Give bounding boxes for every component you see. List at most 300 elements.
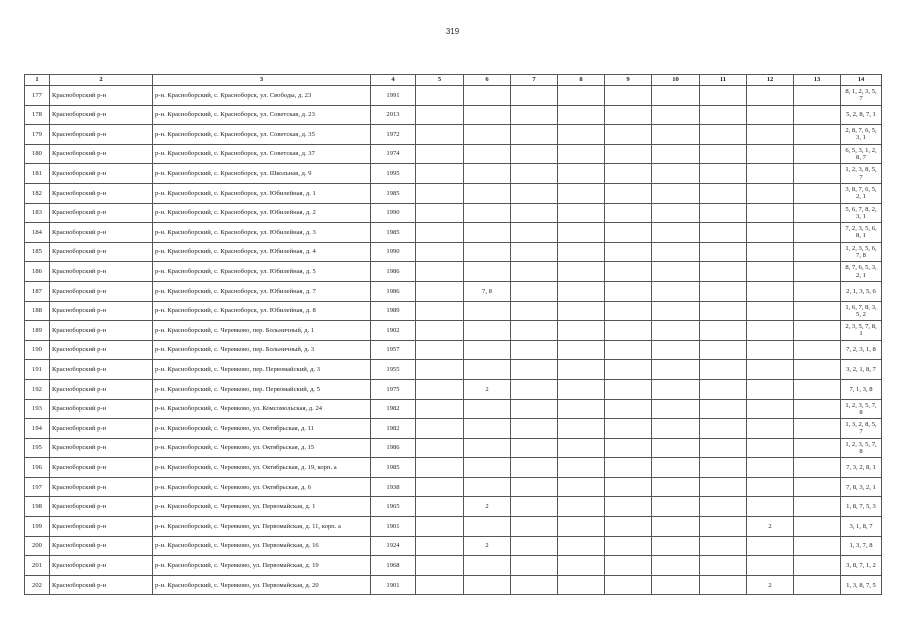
cell-col-11: [700, 262, 747, 282]
cell-col-10: [652, 164, 700, 184]
cell-col-13: [794, 183, 841, 203]
column-header-3: 3: [153, 75, 371, 86]
cell-col-7: [511, 203, 558, 223]
cell-row-number: 189: [25, 321, 50, 341]
cell-address: р-н. Красноборский, с. Красноборск, ул. Юбилейная, д. 2: [153, 203, 371, 223]
table-row: [25, 438, 882, 458]
cell-year: 1991: [371, 86, 416, 106]
cell-col-11: [700, 242, 747, 262]
cell-address: р-н. Красноборский, с. Черевково, ул. Первомайская, д. 11, корп. а: [153, 517, 371, 537]
cell-col-14: 1, 2, 3, 5, 6, 7, 8: [841, 242, 882, 262]
column-header-1: 1: [25, 75, 50, 86]
cell-row-number: 196: [25, 458, 50, 478]
cell-address: р-н. Красноборский, с. Черевково, пер. Первомайский, д. 3: [153, 360, 371, 380]
table-row: [25, 575, 882, 595]
cell-district: Красноборский р-н: [50, 125, 153, 145]
cell-col-11: [700, 301, 747, 321]
cell-col-12: [747, 203, 794, 223]
cell-address: р-н. Красноборский, с. Красноборск, ул. Юбилейная, д. 3: [153, 223, 371, 243]
cell-address: р-н. Красноборский, с. Красноборск, ул. Советская, д. 23: [153, 105, 371, 125]
cell-col-5: [416, 556, 464, 576]
cell-col-13: [794, 203, 841, 223]
cell-col-11: [700, 183, 747, 203]
cell-col-11: [700, 419, 747, 439]
cell-col-10: [652, 183, 700, 203]
cell-col-7: [511, 399, 558, 419]
cell-col-10: [652, 144, 700, 164]
cell-col-6: [464, 301, 511, 321]
cell-col-8: [558, 301, 605, 321]
table-row: [25, 340, 882, 360]
cell-col-6: [464, 183, 511, 203]
cell-col-8: [558, 575, 605, 595]
column-header-10: 10: [652, 75, 700, 86]
cell-col-12: [747, 144, 794, 164]
cell-col-8: [558, 517, 605, 537]
cell-col-9: [605, 399, 652, 419]
cell-col-12: [747, 223, 794, 243]
cell-col-9: [605, 125, 652, 145]
cell-col-14: 7, 8, 3, 2, 1: [841, 477, 882, 497]
cell-col-7: [511, 419, 558, 439]
cell-col-14: 7, 2, 3, 5, 6, 8, 1: [841, 223, 882, 243]
cell-year: 1985: [371, 458, 416, 478]
cell-col-8: [558, 419, 605, 439]
cell-address: р-н. Красноборский, с. Красноборск, ул. Советская, д. 35: [153, 125, 371, 145]
cell-col-13: [794, 340, 841, 360]
cell-col-8: [558, 164, 605, 184]
cell-col-7: [511, 340, 558, 360]
cell-col-5: [416, 262, 464, 282]
cell-col-6: 7, 8: [464, 281, 511, 301]
cell-district: Красноборский р-н: [50, 536, 153, 556]
cell-row-number: 187: [25, 281, 50, 301]
cell-col-11: [700, 164, 747, 184]
cell-col-13: [794, 164, 841, 184]
cell-row-number: 202: [25, 575, 50, 595]
cell-col-7: [511, 86, 558, 106]
cell-col-7: [511, 497, 558, 517]
cell-col-8: [558, 379, 605, 399]
cell-col-8: [558, 340, 605, 360]
table-row: [25, 536, 882, 556]
cell-address: р-н. Красноборский, с. Черевково, пер. Больничный, д. 1: [153, 321, 371, 341]
cell-col-8: [558, 536, 605, 556]
cell-col-10: [652, 438, 700, 458]
cell-address: р-н. Красноборский, с. Красноборск, ул. Юбилейная, д. 7: [153, 281, 371, 301]
cell-col-14: 7, 3, 2, 8, 1: [841, 458, 882, 478]
cell-col-10: [652, 575, 700, 595]
cell-col-8: [558, 321, 605, 341]
table-row: [25, 86, 882, 106]
table-body: [25, 86, 882, 595]
cell-row-number: 195: [25, 438, 50, 458]
cell-row-number: 190: [25, 340, 50, 360]
cell-col-9: [605, 340, 652, 360]
cell-address: р-н. Красноборский, с. Красноборск, ул. Школьная, д. 9: [153, 164, 371, 184]
cell-col-6: [464, 125, 511, 145]
cell-year: 1968: [371, 556, 416, 576]
cell-col-7: [511, 556, 558, 576]
cell-year: 1989: [371, 301, 416, 321]
cell-col-6: [464, 517, 511, 537]
cell-col-12: 2: [747, 517, 794, 537]
cell-col-9: [605, 164, 652, 184]
cell-col-13: [794, 399, 841, 419]
cell-col-13: [794, 438, 841, 458]
cell-col-5: [416, 399, 464, 419]
cell-row-number: 198: [25, 497, 50, 517]
cell-col-13: [794, 242, 841, 262]
cell-col-7: [511, 575, 558, 595]
cell-col-7: [511, 223, 558, 243]
cell-year: 1986: [371, 281, 416, 301]
cell-row-number: 200: [25, 536, 50, 556]
cell-col-6: [464, 86, 511, 106]
cell-col-14: 2, 3, 5, 7, 8, 1: [841, 321, 882, 341]
table-row: [25, 203, 882, 223]
cell-col-10: [652, 399, 700, 419]
cell-district: Красноборский р-н: [50, 419, 153, 439]
cell-col-10: [652, 321, 700, 341]
cell-row-number: 177: [25, 86, 50, 106]
cell-col-9: [605, 203, 652, 223]
cell-col-9: [605, 517, 652, 537]
cell-col-11: [700, 360, 747, 380]
cell-row-number: 188: [25, 301, 50, 321]
cell-address: р-н. Красноборский, с. Черевково, ул. Октябрьская, д. 6: [153, 477, 371, 497]
cell-col-10: [652, 379, 700, 399]
cell-col-14: 3, 1, 8, 7: [841, 517, 882, 537]
cell-col-10: [652, 360, 700, 380]
cell-col-13: [794, 556, 841, 576]
cell-col-5: [416, 242, 464, 262]
cell-col-12: [747, 556, 794, 576]
cell-col-10: [652, 105, 700, 125]
table-row: [25, 281, 882, 301]
cell-col-12: [747, 438, 794, 458]
table-row: [25, 301, 882, 321]
cell-col-8: [558, 399, 605, 419]
cell-col-13: [794, 360, 841, 380]
cell-col-11: [700, 477, 747, 497]
cell-col-5: [416, 517, 464, 537]
cell-col-8: [558, 360, 605, 380]
cell-col-13: [794, 497, 841, 517]
cell-row-number: 181: [25, 164, 50, 184]
cell-year: 1990: [371, 242, 416, 262]
cell-col-11: [700, 321, 747, 341]
cell-col-5: [416, 575, 464, 595]
cell-district: Красноборский р-н: [50, 144, 153, 164]
cell-year: 1957: [371, 340, 416, 360]
cell-col-14: 5, 6, 7, 8, 2, 3, 1: [841, 203, 882, 223]
cell-col-5: [416, 321, 464, 341]
cell-col-12: [747, 477, 794, 497]
cell-district: Красноборский р-н: [50, 281, 153, 301]
cell-col-14: 3, 2, 1, 8, 7: [841, 360, 882, 380]
cell-col-13: [794, 458, 841, 478]
cell-district: Красноборский р-н: [50, 183, 153, 203]
cell-row-number: 182: [25, 183, 50, 203]
cell-col-5: [416, 105, 464, 125]
cell-col-5: [416, 183, 464, 203]
cell-year: 1985: [371, 223, 416, 243]
table-row: [25, 556, 882, 576]
column-header-2: 2: [50, 75, 153, 86]
cell-district: Красноборский р-н: [50, 105, 153, 125]
cell-col-7: [511, 144, 558, 164]
table-row: [25, 105, 882, 125]
cell-col-12: [747, 497, 794, 517]
cell-col-6: 2: [464, 536, 511, 556]
cell-col-12: [747, 360, 794, 380]
cell-district: Красноборский р-н: [50, 458, 153, 478]
cell-col-5: [416, 477, 464, 497]
cell-col-9: [605, 242, 652, 262]
cell-col-9: [605, 477, 652, 497]
column-header-13: 13: [794, 75, 841, 86]
cell-col-10: [652, 556, 700, 576]
cell-col-12: [747, 379, 794, 399]
cell-district: Красноборский р-н: [50, 86, 153, 106]
cell-address: р-н. Красноборский, с. Красноборск, ул. Юбилейная, д. 5: [153, 262, 371, 282]
cell-district: Красноборский р-н: [50, 438, 153, 458]
cell-col-14: 6, 5, 3, 1, 2, 8, 7: [841, 144, 882, 164]
cell-col-13: [794, 125, 841, 145]
cell-col-6: [464, 419, 511, 439]
cell-col-9: [605, 281, 652, 301]
cell-col-8: [558, 242, 605, 262]
cell-col-10: [652, 517, 700, 537]
cell-year: 1965: [371, 497, 416, 517]
cell-year: 1982: [371, 399, 416, 419]
cell-district: Красноборский р-н: [50, 517, 153, 537]
cell-col-11: [700, 379, 747, 399]
cell-col-6: [464, 399, 511, 419]
cell-col-10: [652, 419, 700, 439]
column-header-6: 6: [464, 75, 511, 86]
cell-col-10: [652, 340, 700, 360]
cell-address: р-н. Красноборский, с. Черевково, ул. Октябрьская, д. 19, корп. а: [153, 458, 371, 478]
cell-col-7: [511, 517, 558, 537]
cell-col-8: [558, 144, 605, 164]
cell-year: 1995: [371, 164, 416, 184]
cell-col-14: 7, 2, 3, 1, 8: [841, 340, 882, 360]
cell-district: Красноборский р-н: [50, 242, 153, 262]
cell-col-5: [416, 340, 464, 360]
cell-year: 1901: [371, 575, 416, 595]
cell-district: Красноборский р-н: [50, 477, 153, 497]
cell-col-14: 5, 2, 8, 7, 1: [841, 105, 882, 125]
cell-address: р-н. Красноборский, с. Черевково, пер. Первомайский, д. 5: [153, 379, 371, 399]
cell-address: р-н. Красноборский, с. Черевково, ул. Комсомольская, д. 24: [153, 399, 371, 419]
cell-col-6: 2: [464, 379, 511, 399]
cell-address: р-н. Красноборский, с. Красноборск, ул. Юбилейная, д. 1: [153, 183, 371, 203]
cell-col-14: 1, 3, 8, 7, 5: [841, 575, 882, 595]
cell-year: 1975: [371, 379, 416, 399]
table-row: [25, 125, 882, 145]
page-number: 319: [445, 27, 460, 36]
cell-col-13: [794, 105, 841, 125]
cell-district: Красноборский р-н: [50, 399, 153, 419]
cell-district: Красноборский р-н: [50, 164, 153, 184]
cell-col-8: [558, 125, 605, 145]
cell-address: р-н. Красноборский, с. Черевково, ул. Первомайская, д. 19: [153, 556, 371, 576]
cell-col-12: [747, 321, 794, 341]
cell-col-14: 8, 7, 6, 5, 3, 2, 1: [841, 262, 882, 282]
cell-col-11: [700, 125, 747, 145]
cell-col-5: [416, 379, 464, 399]
cell-col-8: [558, 262, 605, 282]
cell-col-10: [652, 125, 700, 145]
cell-col-12: [747, 125, 794, 145]
column-header-7: 7: [511, 75, 558, 86]
cell-col-6: [464, 164, 511, 184]
cell-district: Красноборский р-н: [50, 340, 153, 360]
cell-col-13: [794, 144, 841, 164]
cell-col-6: 2: [464, 497, 511, 517]
cell-col-8: [558, 281, 605, 301]
cell-col-9: [605, 556, 652, 576]
cell-col-9: [605, 223, 652, 243]
cell-col-6: [464, 458, 511, 478]
cell-col-9: [605, 438, 652, 458]
table-row: [25, 379, 882, 399]
cell-col-5: [416, 164, 464, 184]
cell-year: 1972: [371, 125, 416, 145]
cell-col-6: [464, 203, 511, 223]
cell-col-7: [511, 438, 558, 458]
cell-col-8: [558, 458, 605, 478]
cell-year: 1985: [371, 183, 416, 203]
cell-year: 1986: [371, 438, 416, 458]
cell-col-5: [416, 497, 464, 517]
cell-col-6: [464, 360, 511, 380]
cell-district: Красноборский р-н: [50, 301, 153, 321]
cell-col-5: [416, 144, 464, 164]
cell-col-7: [511, 477, 558, 497]
cell-district: Красноборский р-н: [50, 360, 153, 380]
table-row: [25, 321, 882, 341]
cell-col-11: [700, 556, 747, 576]
cell-col-9: [605, 497, 652, 517]
cell-col-11: [700, 517, 747, 537]
cell-col-11: [700, 575, 747, 595]
cell-col-7: [511, 164, 558, 184]
cell-col-6: [464, 242, 511, 262]
cell-col-13: [794, 517, 841, 537]
cell-col-5: [416, 419, 464, 439]
cell-address: р-н. Красноборский, с. Красноборск, ул. Свободы, д. 23: [153, 86, 371, 106]
cell-district: Красноборский р-н: [50, 497, 153, 517]
table-row: [25, 399, 882, 419]
cell-col-13: [794, 223, 841, 243]
cell-col-10: [652, 301, 700, 321]
header-row: [25, 75, 882, 86]
table-row: [25, 458, 882, 478]
cell-col-6: [464, 105, 511, 125]
cell-col-13: [794, 477, 841, 497]
cell-col-11: [700, 399, 747, 419]
cell-row-number: 183: [25, 203, 50, 223]
cell-col-7: [511, 301, 558, 321]
cell-district: Красноборский р-н: [50, 379, 153, 399]
cell-col-7: [511, 321, 558, 341]
cell-col-5: [416, 438, 464, 458]
cell-col-9: [605, 105, 652, 125]
cell-row-number: 197: [25, 477, 50, 497]
cell-col-14: 8, 1, 2, 3, 5, 7: [841, 86, 882, 106]
cell-col-5: [416, 86, 464, 106]
column-header-12: 12: [747, 75, 794, 86]
cell-col-12: [747, 86, 794, 106]
cell-col-12: [747, 301, 794, 321]
cell-col-12: [747, 419, 794, 439]
cell-col-6: [464, 144, 511, 164]
cell-col-8: [558, 203, 605, 223]
cell-col-6: [464, 262, 511, 282]
cell-col-5: [416, 360, 464, 380]
cell-row-number: 180: [25, 144, 50, 164]
cell-col-5: [416, 536, 464, 556]
cell-col-7: [511, 242, 558, 262]
cell-col-12: [747, 183, 794, 203]
cell-col-10: [652, 458, 700, 478]
cell-col-9: [605, 301, 652, 321]
cell-address: р-н. Красноборский, с. Красноборск, ул. Юбилейная, д. 4: [153, 242, 371, 262]
cell-col-9: [605, 321, 652, 341]
cell-col-6: [464, 575, 511, 595]
cell-col-8: [558, 183, 605, 203]
cell-col-8: [558, 223, 605, 243]
cell-col-12: [747, 164, 794, 184]
cell-col-10: [652, 281, 700, 301]
cell-col-9: [605, 536, 652, 556]
cell-col-11: [700, 438, 747, 458]
cell-col-6: [464, 556, 511, 576]
cell-col-8: [558, 556, 605, 576]
cell-col-13: [794, 281, 841, 301]
cell-row-number: 194: [25, 419, 50, 439]
cell-address: р-н. Красноборский, с. Черевково, ул. Первомайская, д. 1: [153, 497, 371, 517]
cell-district: Красноборский р-н: [50, 203, 153, 223]
cell-col-7: [511, 183, 558, 203]
cell-row-number: 178: [25, 105, 50, 125]
table-row: [25, 223, 882, 243]
cell-col-13: [794, 86, 841, 106]
cell-row-number: 192: [25, 379, 50, 399]
cell-col-7: [511, 281, 558, 301]
table-row: [25, 164, 882, 184]
cell-col-6: [464, 321, 511, 341]
cell-col-10: [652, 536, 700, 556]
cell-col-5: [416, 223, 464, 243]
table-row: [25, 497, 882, 517]
cell-col-13: [794, 301, 841, 321]
cell-district: Красноборский р-н: [50, 321, 153, 341]
table-row: [25, 517, 882, 537]
cell-col-10: [652, 262, 700, 282]
cell-col-7: [511, 458, 558, 478]
cell-col-7: [511, 360, 558, 380]
cell-col-6: [464, 340, 511, 360]
cell-col-9: [605, 379, 652, 399]
cell-col-12: [747, 536, 794, 556]
cell-col-9: [605, 458, 652, 478]
cell-address: р-н. Красноборский, с. Черевково, ул. Октябрьская, д. 15: [153, 438, 371, 458]
table-row: [25, 477, 882, 497]
